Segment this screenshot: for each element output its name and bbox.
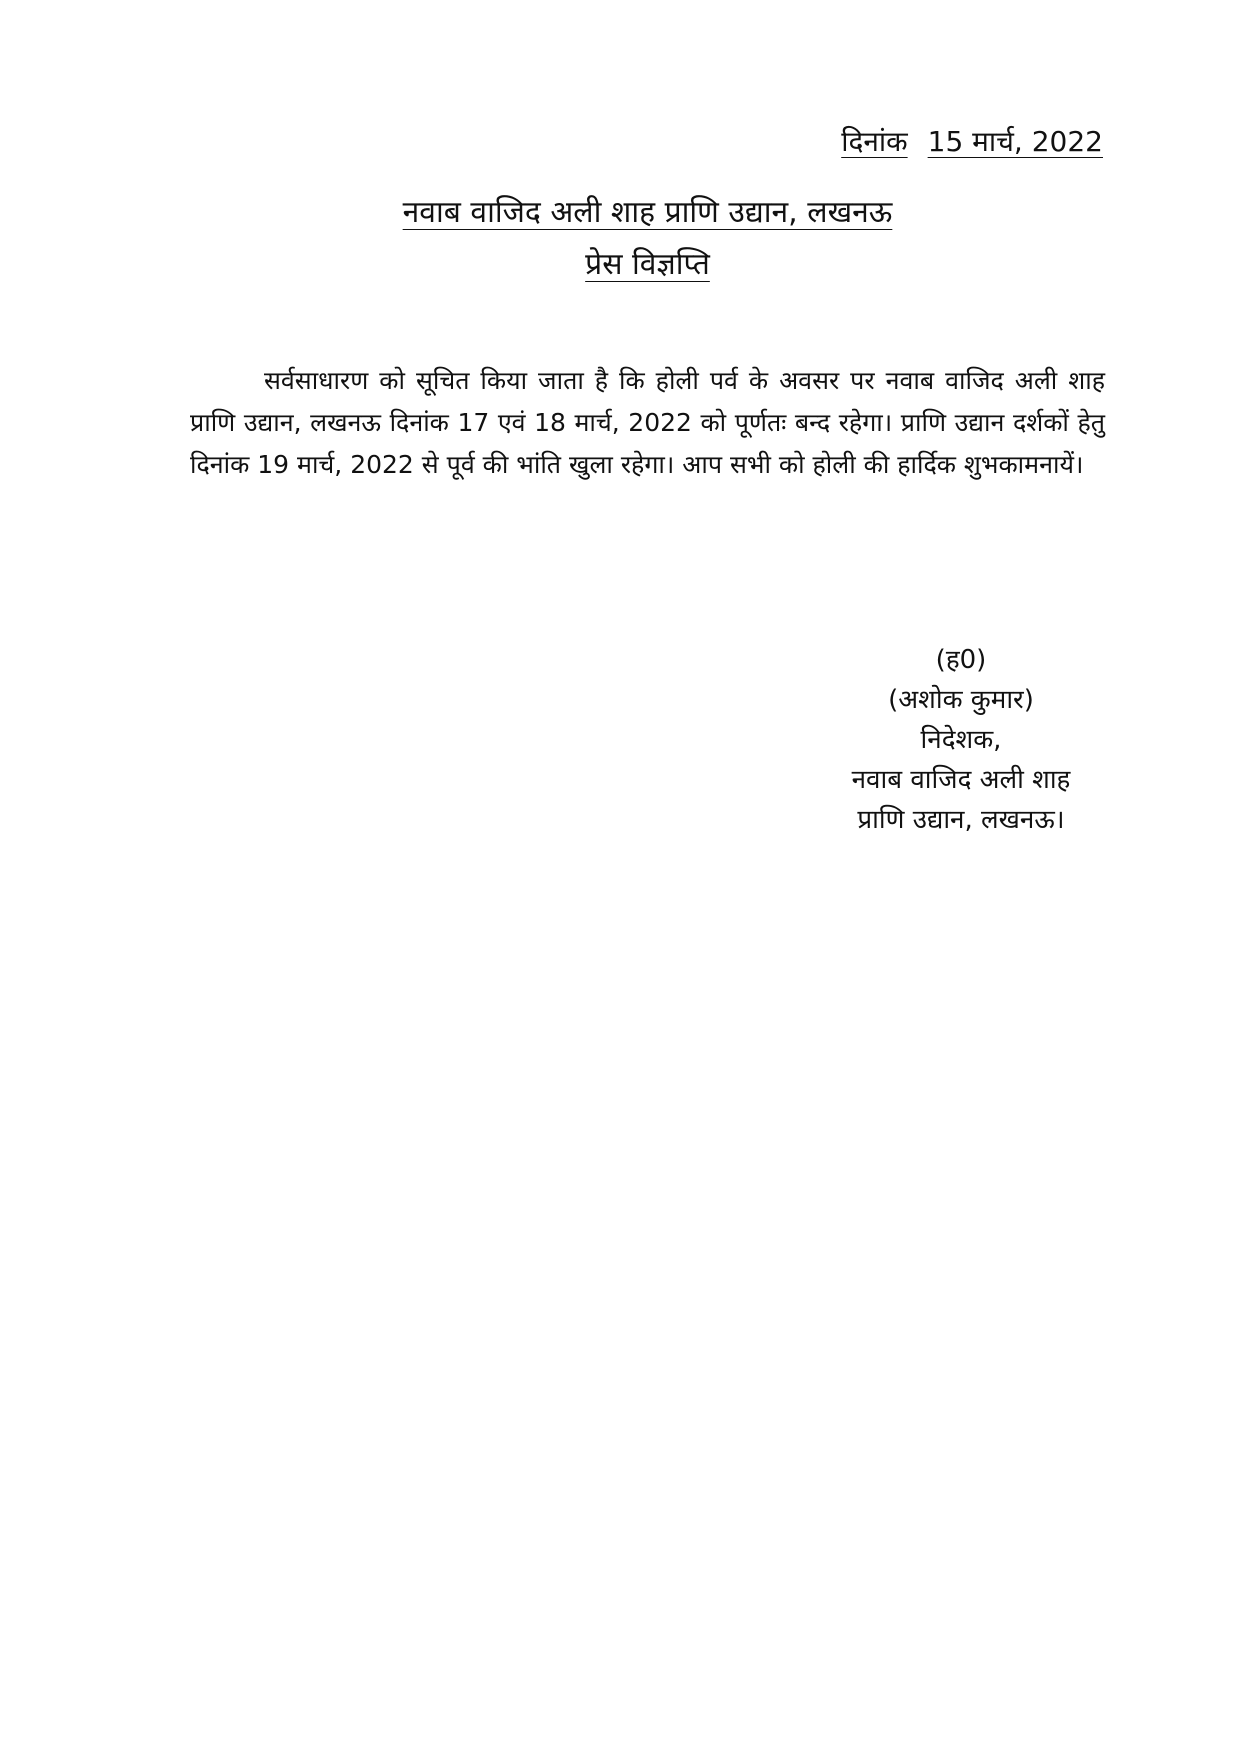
signatory-name: (अशोक कुमार): [888, 685, 1034, 715]
document-title: [190, 245, 1105, 285]
signatory-org-line-2: प्राणि उद्यान, लखनऊ।: [857, 805, 1065, 835]
signatory-org-line-1: नवाब वाजिद अली शाह: [851, 765, 1071, 795]
date-line: [841, 122, 1103, 162]
notice-paragraph: सर्वसाधारण को सूचित किया जाता है कि होली पर्व के अवसर पर नवाब वाजिद अली शाह प्राणि उद्यान, लखनऊ दिनांक 17 एवं 18 मार्च, 2022 को पूर्णतः बन्द रहेगा। प्राणि उद्यान दर्शकों हेतु दिनांक 19 मार्च, 2022 से पूर्व की भांति खुला रहेगा। आप सभी को होली की हार्दिक शुभकामनायें।: [190, 366, 1105, 479]
organization-title: [190, 193, 1105, 233]
signatory-designation: निदेशक,: [920, 725, 1002, 755]
signed-mark: (ह0): [935, 645, 987, 675]
organization-name: नवाब वाजिद अली शाह प्राणि उद्यान, लखनऊ: [402, 195, 893, 230]
signature-block: [811, 640, 1111, 840]
date-label: दिनांक: [841, 125, 908, 158]
date-value: 15 मार्च, 2022: [927, 125, 1103, 158]
document-type: प्रेस विज्ञप्ति: [585, 247, 710, 282]
